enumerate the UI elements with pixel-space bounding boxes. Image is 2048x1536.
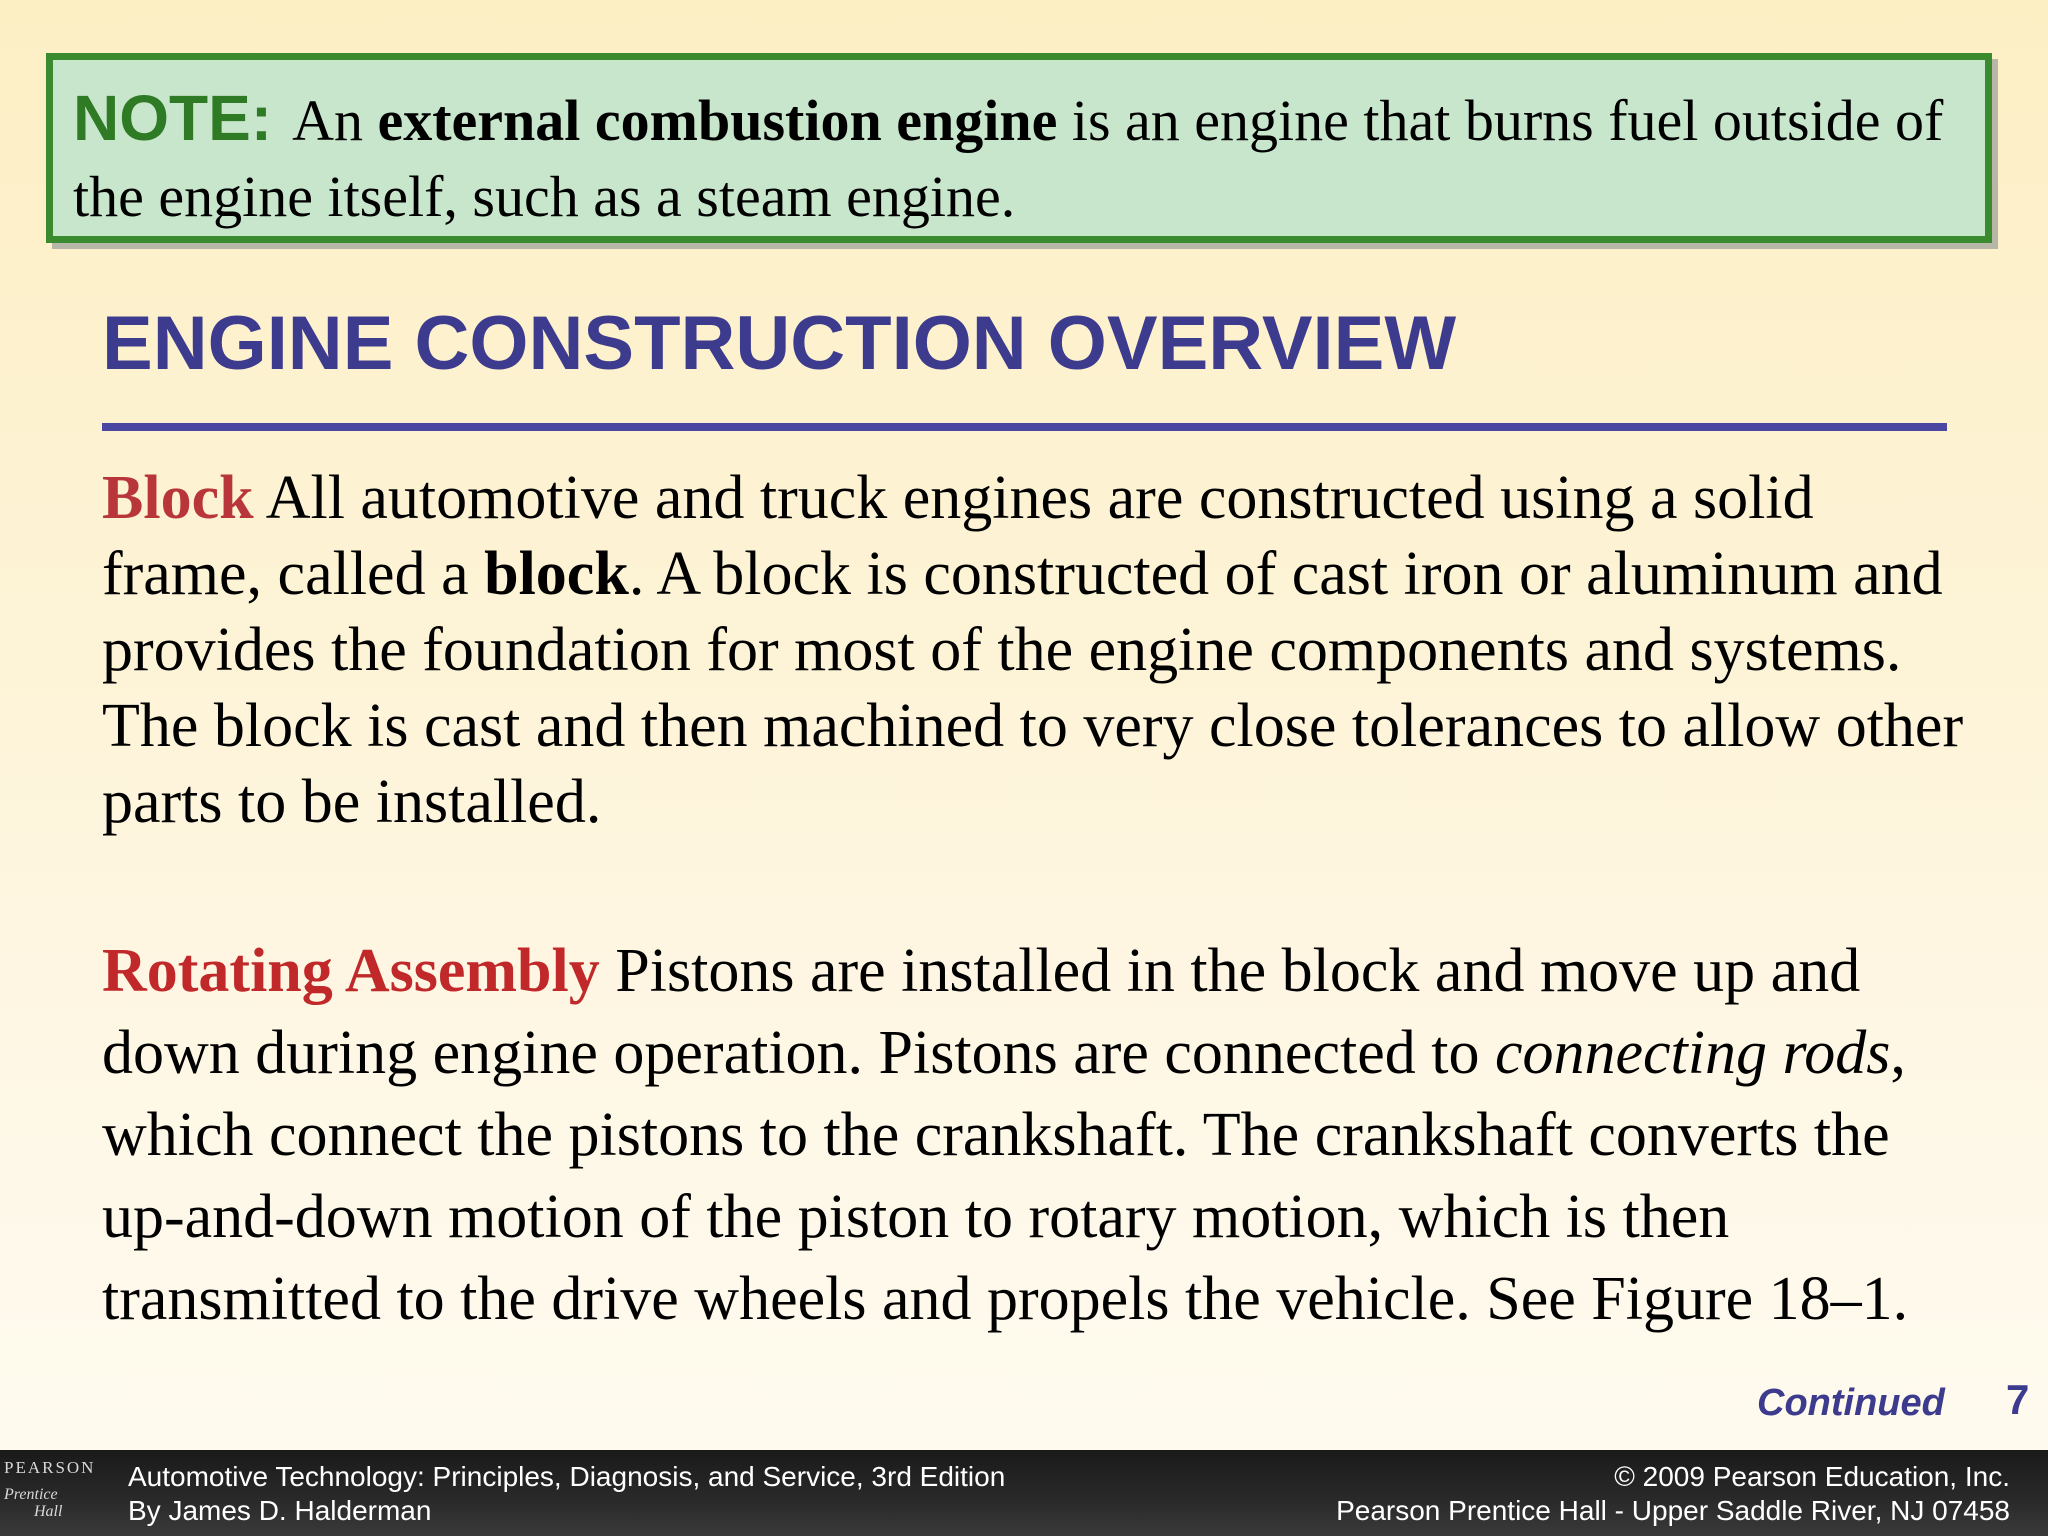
rotating-assembly-paragraph	[102, 930, 1982, 1340]
logo-prentice: Prentice	[4, 1486, 58, 1503]
logo-pearson-text: PEARSON	[4, 1458, 96, 1477]
block-bold-word: block	[484, 540, 629, 608]
block-term: Block	[102, 464, 254, 532]
footer-copyright: © 2009 Pearson Education, Inc.	[1614, 1461, 2010, 1492]
note-text-after: is an engine that burns fuel outside of the engine itself, such as a steam engine.	[73, 88, 1944, 229]
rotating-assembly-term: Rotating Assembly	[102, 937, 600, 1005]
block-text-1: All automotive and truck engines are constructed using a solid frame, called a	[102, 464, 1814, 608]
publisher-logo	[4, 1458, 100, 1534]
note-text	[73, 80, 1967, 235]
note-label: NOTE:	[73, 82, 273, 154]
footer-author: By James D. Halderman	[128, 1495, 432, 1526]
block-paragraph	[102, 460, 1982, 840]
block-text-2: . A block is constructed of cast iron or aluminum and provides the foundation for most of the engine components and systems. The block is cast and then machined to very close tolerances to allow other parts to be installed.	[102, 540, 1964, 836]
footer-copyright-info	[1336, 1460, 2010, 1528]
footer-bar	[0, 1450, 2048, 1536]
footer-book-title: Automotive Technology: Principles, Diagnosis, and Service, 3rd Edition	[128, 1461, 1006, 1492]
logo-prentice-hall-text	[4, 1486, 100, 1520]
rotating-text-1: Pistons are installed in the block and move up and down during engine operation. Pistons are connected to	[102, 937, 1861, 1087]
note-text-before: An	[292, 88, 363, 153]
note-term: external combustion engine	[377, 88, 1058, 153]
slide-title: ENGINE CONSTRUCTION OVERVIEW	[102, 301, 1457, 386]
continued-label: Continued	[1757, 1382, 1945, 1424]
title-divider	[102, 423, 1947, 431]
footer-book-info	[128, 1460, 1005, 1528]
note-box	[46, 53, 1992, 243]
rotating-italic-phrase: connecting rods	[1494, 1019, 1891, 1087]
logo-hall: Hall	[34, 1503, 63, 1520]
footer-publisher: Pearson Prentice Hall - Upper Saddle River, NJ 07458	[1336, 1495, 2010, 1526]
page-number: 7	[2006, 1376, 2030, 1423]
rotating-text-2: , which connect the pistons to the crankshaft. The crankshaft converts the up-and-down motion of the piston to rotary motion, which is then transmitted to the drive wheels and propels the vehicle. See Figure 18–1.	[102, 1019, 1909, 1333]
